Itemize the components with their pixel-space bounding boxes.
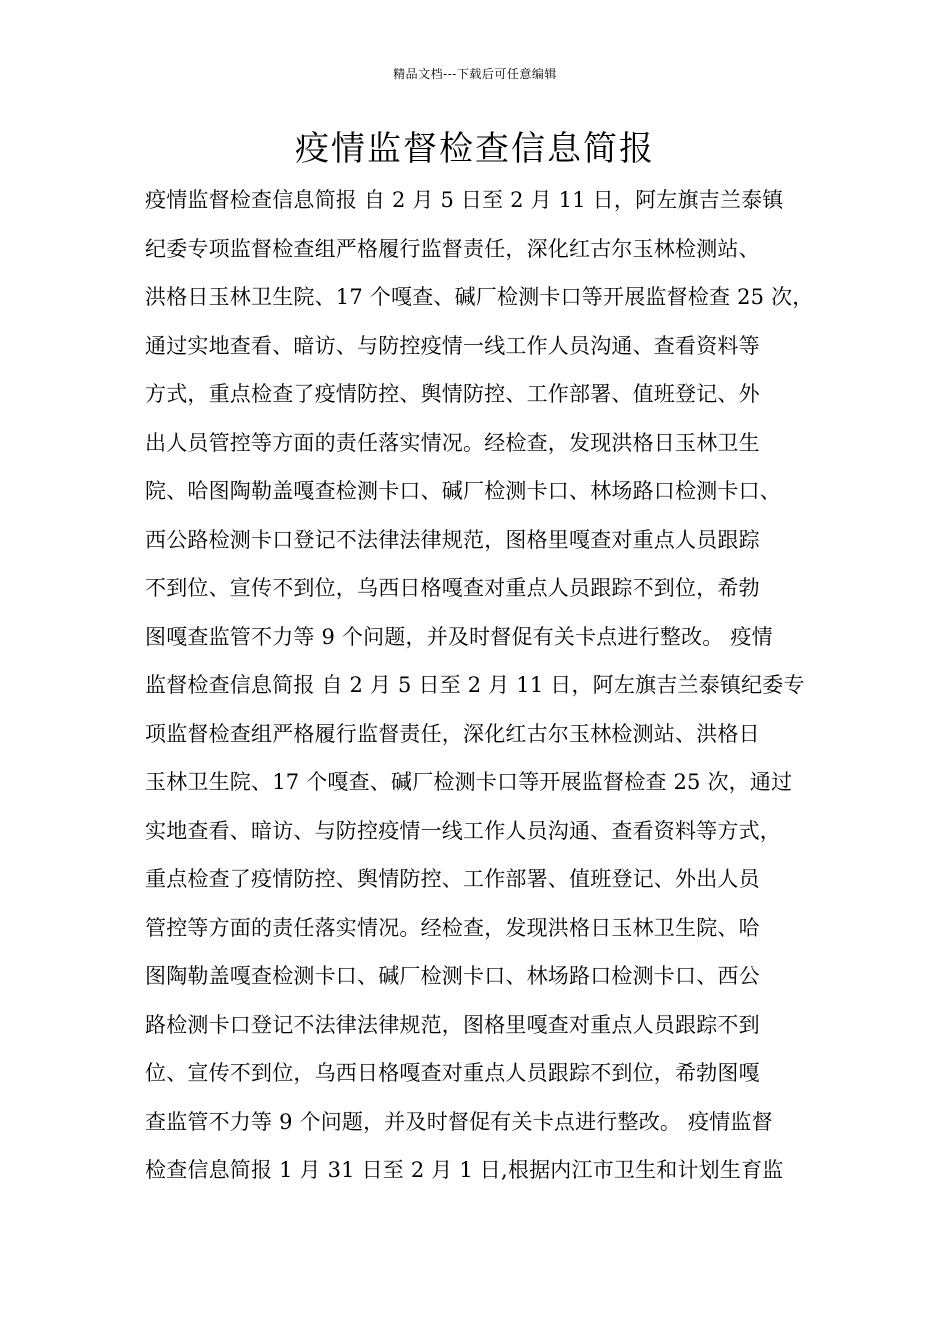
body-line: 院、哈图陶勒盖嘎查检测卡口、碱厂检测卡口、林场路口检测卡口、 [145,479,781,503]
body-line: 纪委专项监督检查组严格履行监督责任，深化红古尔玉林检测站、 [145,236,760,261]
body-line: 洪格日玉林卫生院、17 个嘎查、碱厂检测卡口等开展监督检查 25 次， [145,285,814,309]
body-line: 玉林卫生院、17 个嘎查、碱厂检测卡口等开展监督检查 25 次，通过 [145,770,793,794]
header-note: 精品文档---下载后可任意编辑 [393,67,557,81]
body-line: 出人员管控等方面的责任落实情况。经检查，发现洪格日玉林卫生 [145,430,760,455]
body-line: 图陶勒盖嘎查检测卡口、碱厂检测卡口、林场路口检测卡口、西公 [145,964,760,988]
body-line: 项监督检查组严格履行监督责任，深化红古尔玉林检测站、洪格日 [145,721,760,746]
body-line: 不到位、宣传不到位，乌西日格嘎查对重点人员跟踪不到位，希勃 [145,576,760,600]
body-text [145,180,835,1199]
body-line: 重点检查了疫情防控、舆情防控、工作部署、值班登记、外出人员 [145,867,760,891]
body-line: 实地查看、暗访、与防控疫情一线工作人员沟通、查看资料等方式， [145,818,781,843]
body-line: 检查信息简报 1 月 31 日至 2 月 1 日,根据内江市卫生和计划生育监 [145,1158,784,1182]
body-line: 位、宣传不到位，乌西日格嘎查对重点人员跟踪不到位，希勃图嘎 [145,1061,760,1085]
body-line: 查监管不力等 9 个问题，并及时督促有关卡点进行整改。 疫情监督 [145,1109,773,1134]
body-line: 疫情监督检查信息简报 自 2 月 5 日至 2 月 11 日，阿左旗吉兰泰镇 [145,188,784,212]
document-title: 疫情监督检查信息简报 [295,129,655,169]
body-line: 路检测卡口登记不法律法律规范，图格里嘎查对重点人员跟踪不到 [145,1012,760,1037]
body-line: 通过实地查看、暗访、与防控疫情一线工作人员沟通、查看资料等 [145,333,760,358]
body-line: 图嘎查监管不力等 9 个问题，并及时督促有关卡点进行整改。 疫情 [145,624,773,649]
body-line: 监督检查信息简报 自 2 月 5 日至 2 月 11 日，阿左旗吉兰泰镇纪委专 [145,673,805,697]
body-line: 管控等方面的责任落实情况。经检查，发现洪格日玉林卫生院、哈 [145,915,760,940]
body-line: 西公路检测卡口登记不法律法律规范，图格里嘎查对重点人员跟踪 [145,527,760,552]
body-line: 方式，重点检查了疫情防控、舆情防控、工作部署、值班登记、外 [145,382,760,406]
